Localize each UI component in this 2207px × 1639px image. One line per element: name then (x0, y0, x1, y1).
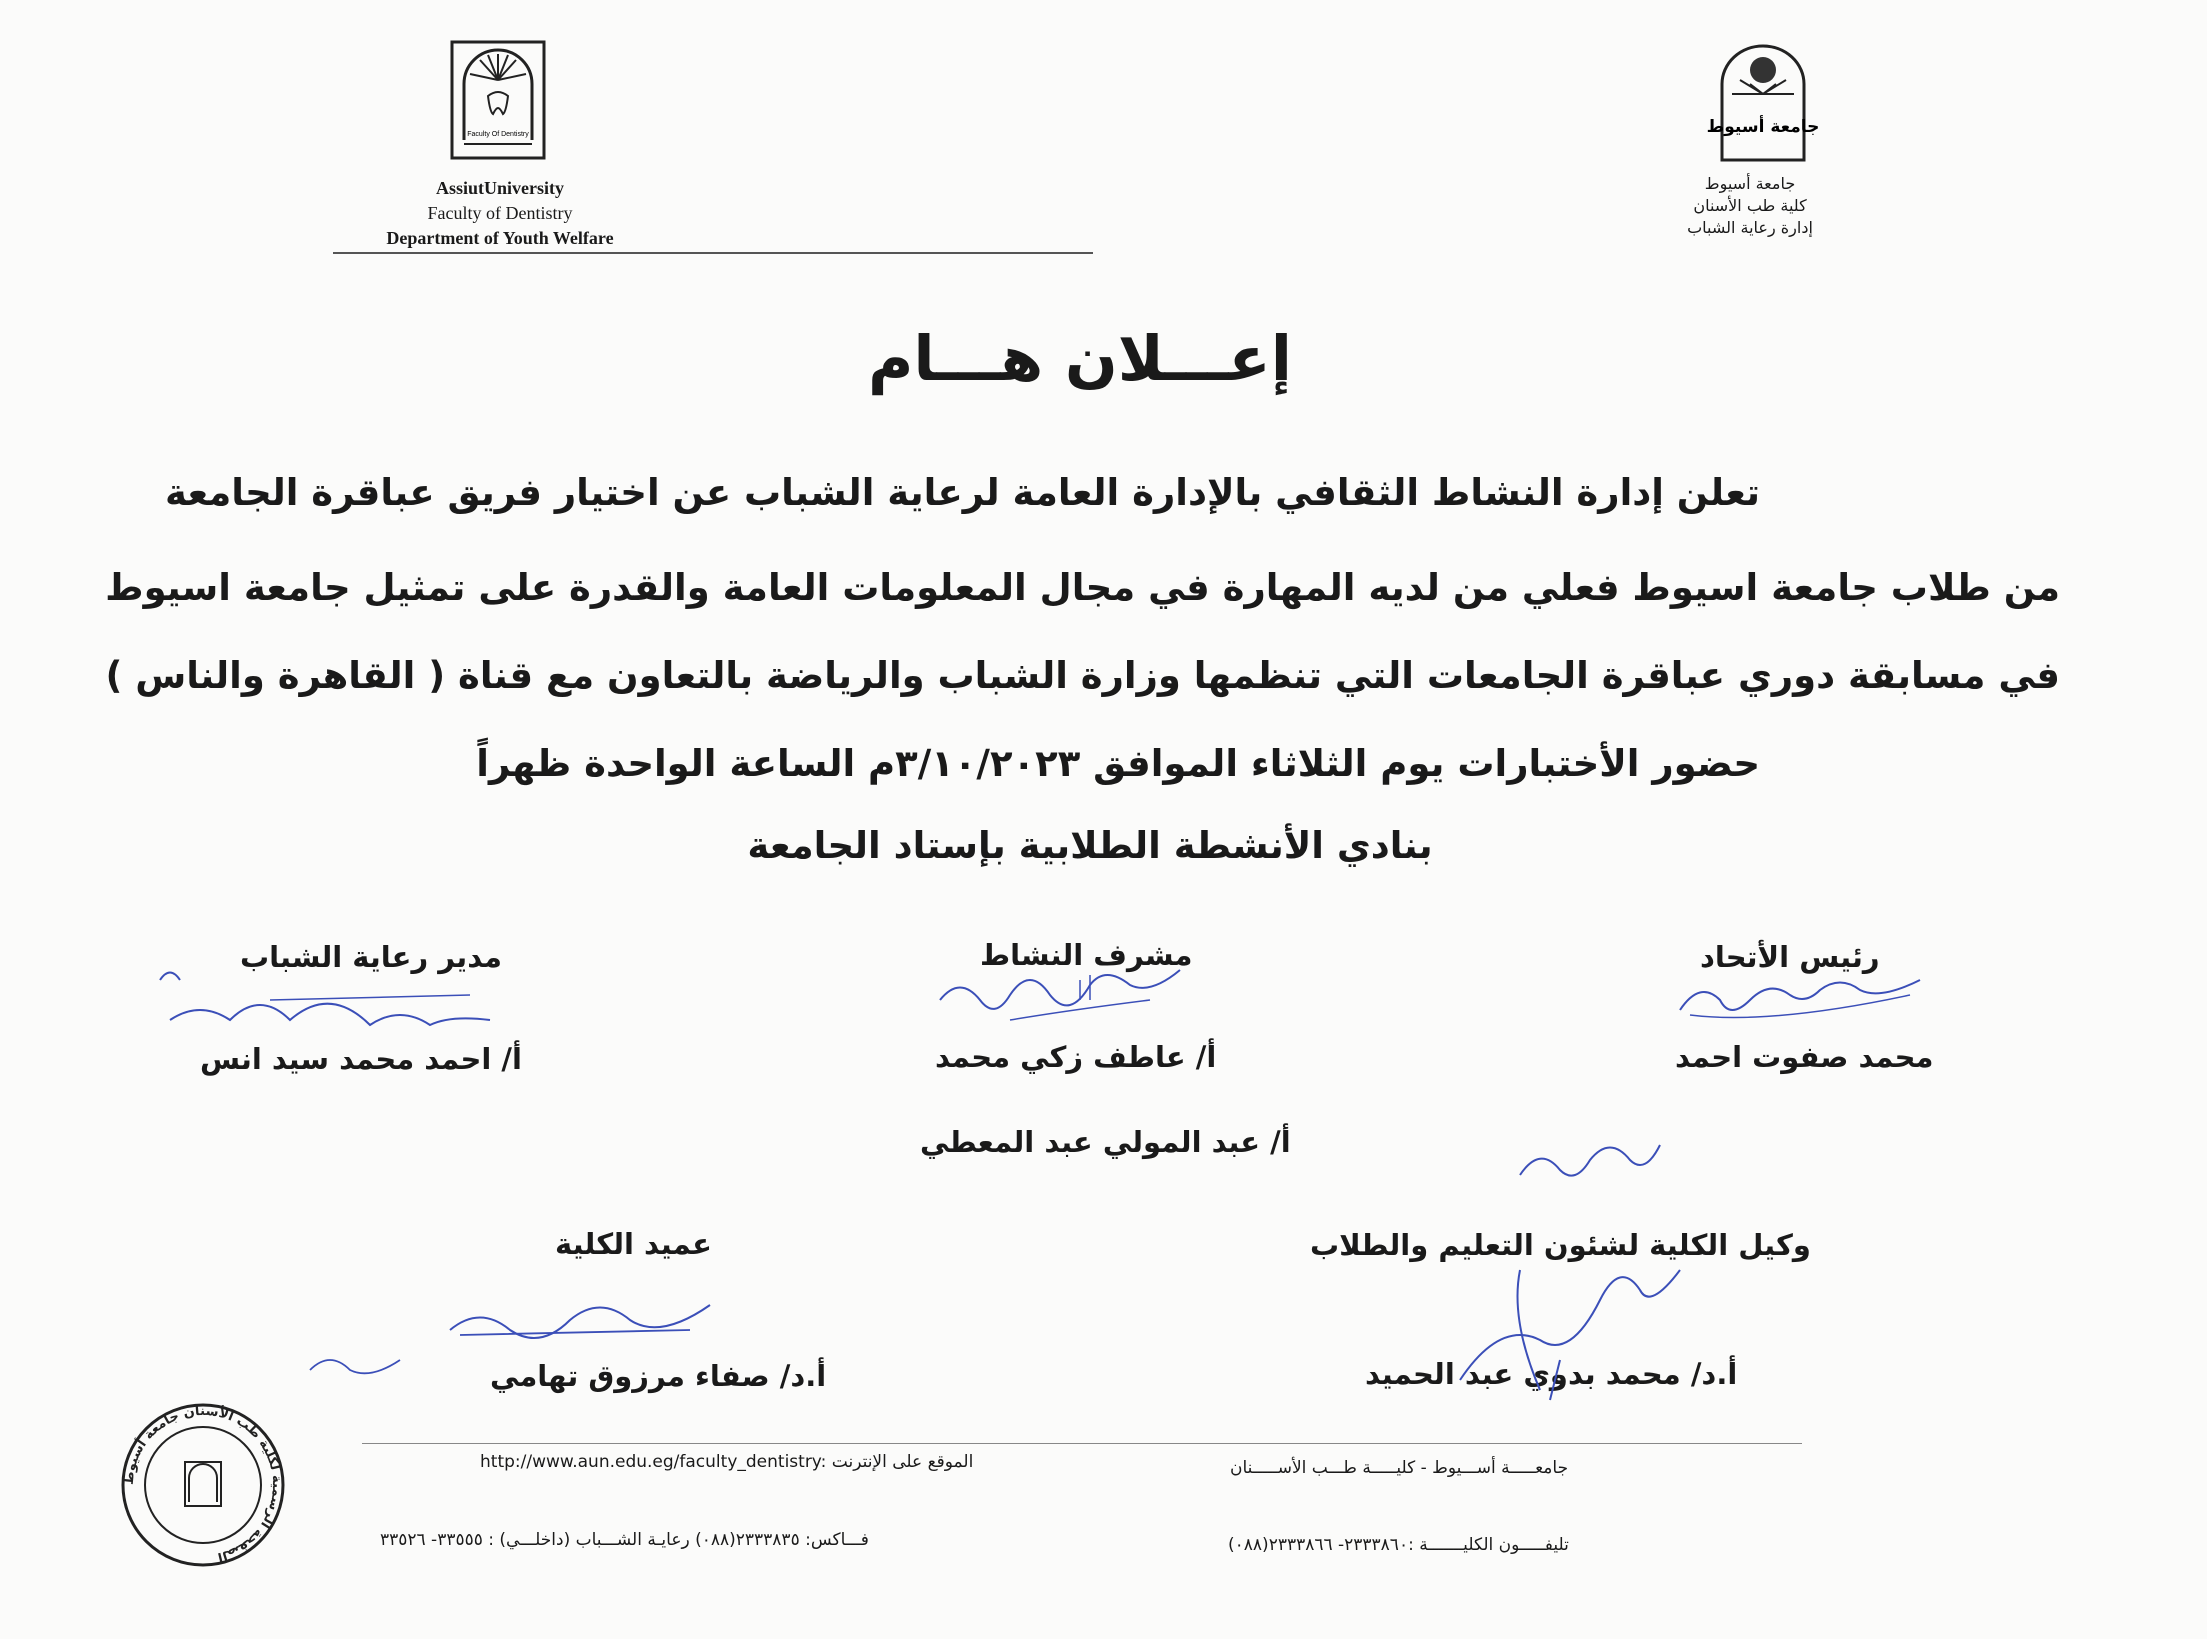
announcement-line-4: حضور الأختبارات يوم الثلاثاء الموافق ٣/١٠/٢٠٢٣م الساعة الواحدة ظهراً (476, 742, 1760, 785)
dean-signature (300, 1290, 770, 1390)
logo-caption-ar: جامعة أسيوط (1706, 117, 1820, 137)
union-head-role: رئيس الأتحاد (1700, 940, 1880, 974)
approval-note (1510, 1130, 1670, 1190)
logo-caption: Faculty Of Dentistry (467, 131, 529, 138)
dean-role: عميد الكلية (555, 1227, 712, 1261)
department-name-en: Department of Youth Welfare (386, 228, 614, 248)
english-header (330, 176, 670, 251)
university-name-en: AssiutUniversity (435, 178, 564, 198)
announcement-line-2: من طلاب جامعة اسيوط فعلي من لديه المهارة في مجال المعلومات العامة والقدرة على تمثيل جامعة اسيوط (105, 566, 2060, 609)
activity-supervisor-second-name: أ/ عبد المولي عبد المعطي (920, 1125, 1291, 1159)
vice-dean-role: وكيل الكلية لشئون التعليم والطلاب (1310, 1228, 1811, 1262)
union-head-name: محمد صفوت احمد (1675, 1040, 1934, 1074)
university-name-ar: جامعة أسيوط (1704, 174, 1796, 193)
header-divider (333, 252, 1093, 254)
faculty-name-en: Faculty of Dentistry (427, 203, 573, 223)
stamp-text-graphic: الصفحة الرسمية لكلية طب الأسنان جامعة أسيوط (121, 1403, 285, 1565)
arabic-header (1640, 173, 1860, 239)
announcement-line-5: بنادي الأنشطة الطلابية بإستاد الجامعة (747, 824, 1433, 867)
dean-name: أ.د/ صفاء مرزوق تهامي (490, 1359, 827, 1393)
activity-supervisor-name: أ/ عاطف زكي محمد (935, 1040, 1217, 1074)
assiut-university-logo (1706, 44, 1820, 162)
department-name-ar: إدارة رعاية الشباب (1687, 218, 1813, 237)
vice-dean-name: أ.د/ محمد بدوي عبد الحميد (1365, 1357, 1738, 1391)
youth-welfare-director-role: مدير رعاية الشباب (240, 940, 502, 974)
activity-supervisor-signature (930, 960, 1210, 1040)
announcement-line-3: في مسابقة دوري عباقرة الجامعات التي تنظمها وزارة الشباب والرياضة بالتعاون مع قناة ( القاهرة والناس ) (105, 654, 2060, 697)
activity-supervisor-role: مشرف النشاط (980, 938, 1193, 972)
official-stamp (118, 1400, 288, 1570)
footer-phone: تليفـــــون الكليـــــــة :٢٣٣٣٨٦٠- ٢٣٣٣٨٦٦(٠٨٨) (1228, 1535, 1569, 1555)
union-head-signature (1660, 960, 1960, 1040)
faculty-dentistry-logo (450, 40, 546, 160)
footer-fax: فـــاكس: ٢٣٣٣٨٣٥(٠٨٨) رعايـة الشـــباب (داخلـــي) : ٣٣٥٥٥- ٣٣٥٢٦ (380, 1530, 869, 1550)
faculty-name-ar: كلية طب الأسنان (1693, 196, 1807, 215)
youth-welfare-director-signature (150, 960, 510, 1040)
footer-divider (362, 1443, 1802, 1444)
announcement-line-1: تعلن إدارة النشاط الثقافي بالإدارة العامة لرعاية الشباب عن اختيار فريق عباقرة الجامعة (165, 471, 1760, 514)
footer-address: جامعـــــة أســـيوط - كليـــــة طـــب الأســـــنان (1230, 1458, 1569, 1478)
youth-welfare-director-name: أ/ احمد محمد سيد انس (200, 1042, 522, 1076)
vice-dean-signature (1440, 1250, 1700, 1410)
announcement-title: إعـــلان هـــام (867, 322, 1293, 395)
footer-website[interactable]: http://www.aun.edu.eg/faculty_dentistry: الموقع على الإنترنت (480, 1452, 974, 1472)
